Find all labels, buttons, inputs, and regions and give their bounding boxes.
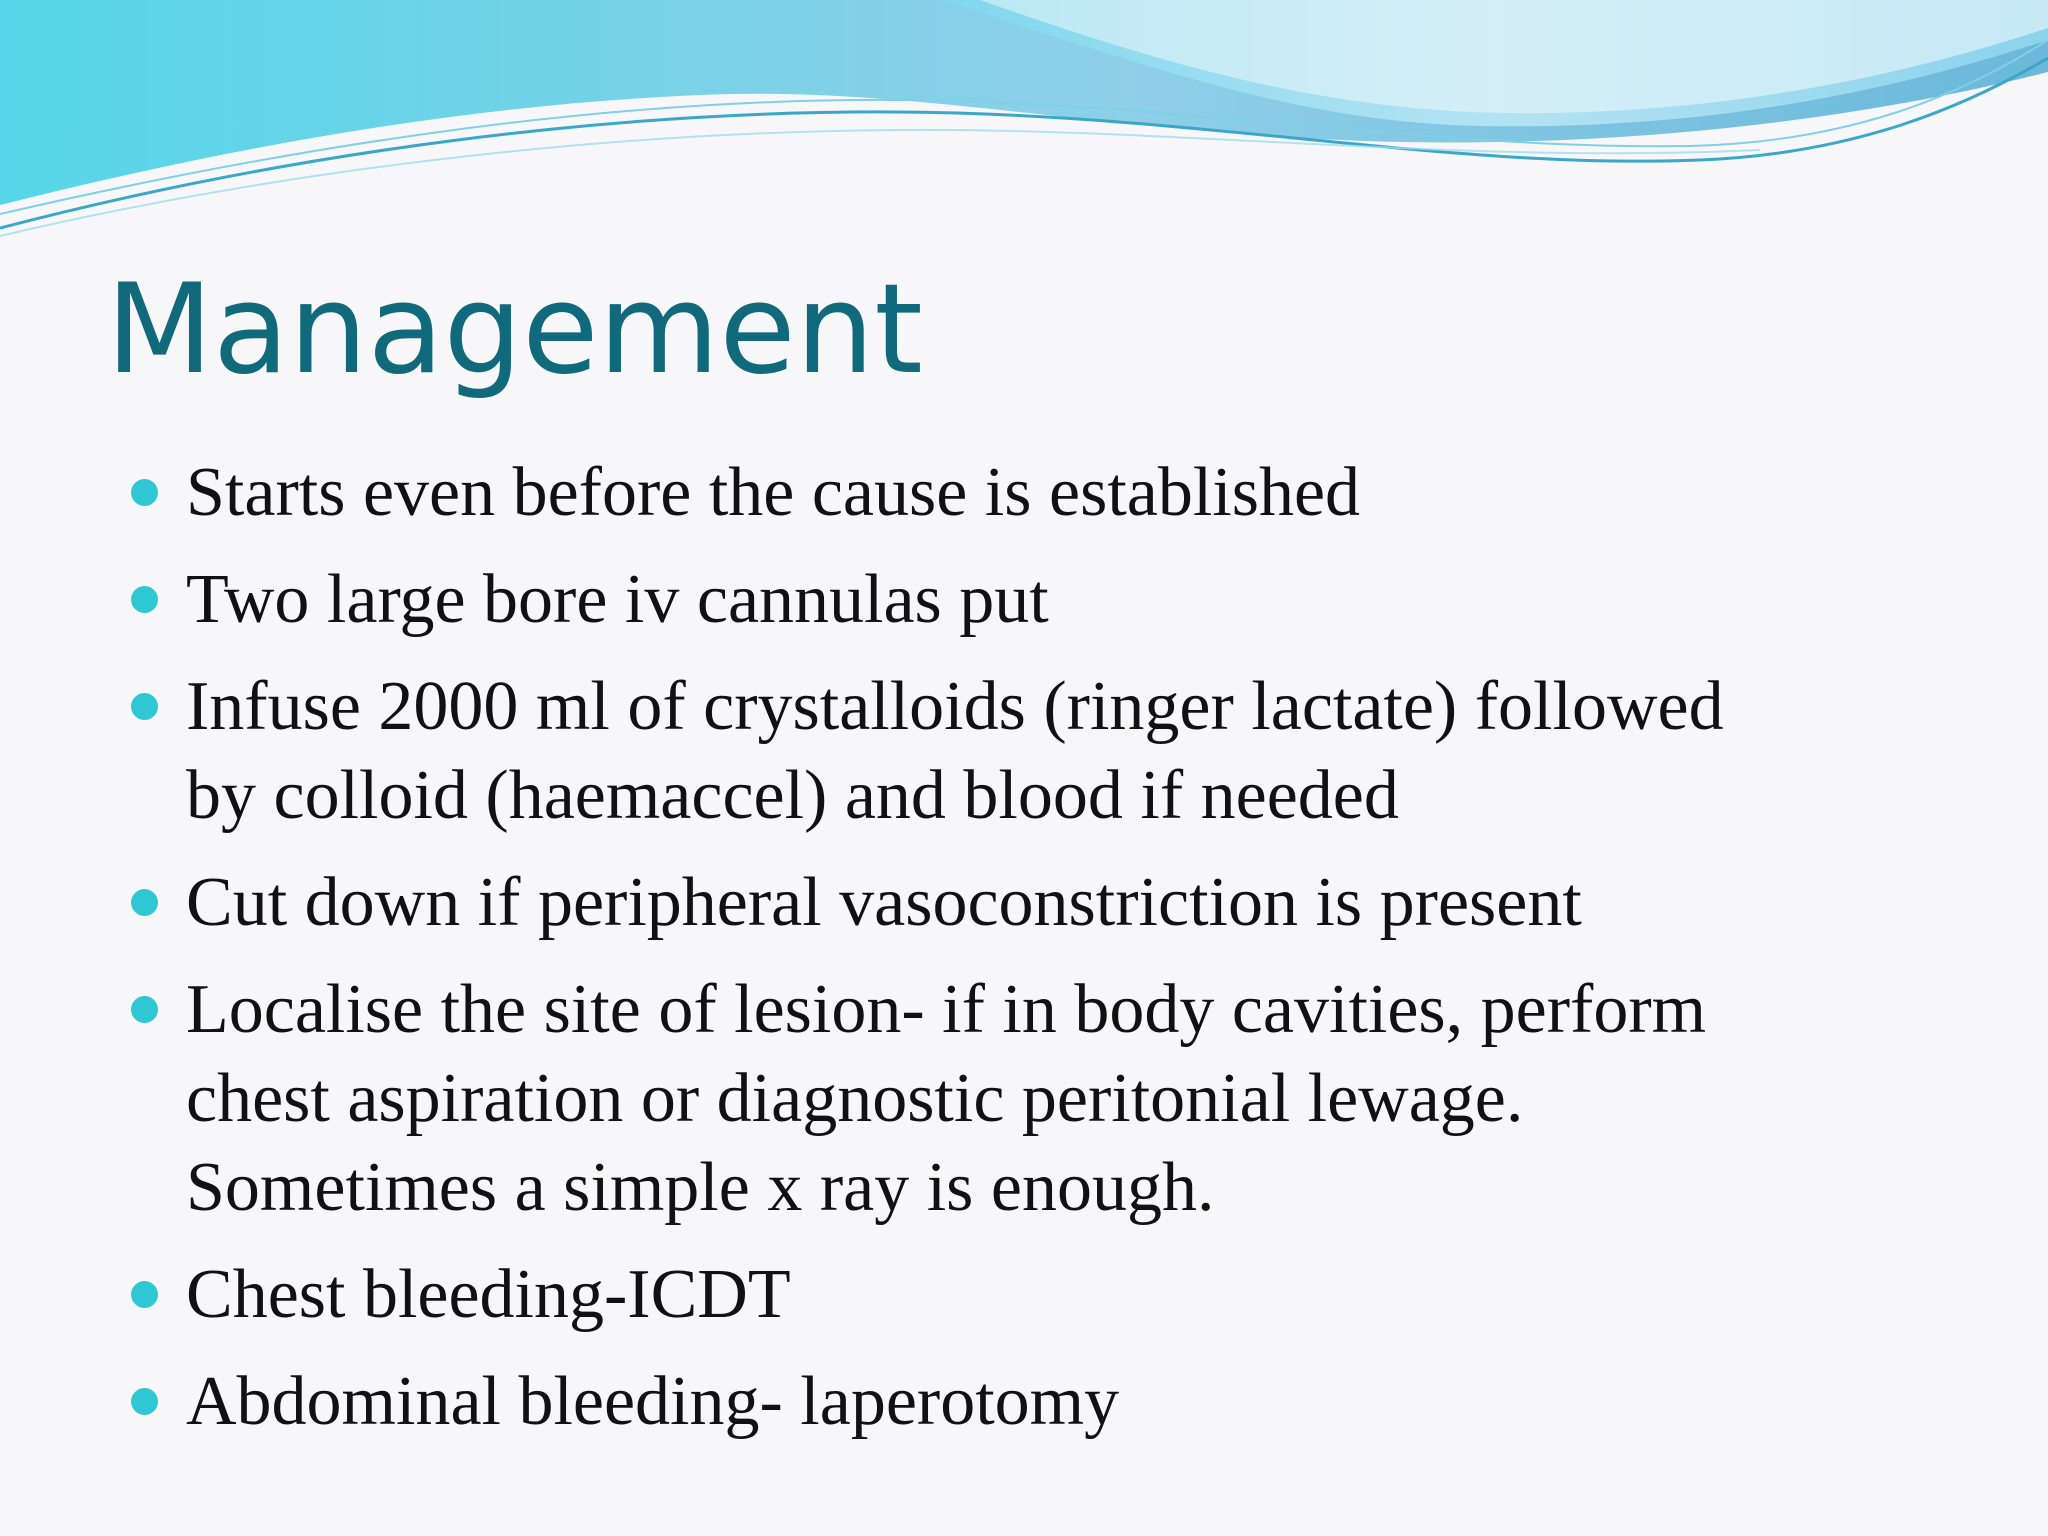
bullet-text-line: by colloid (haemaccel) and blood if needed [186,757,1399,834]
bullet-dot-icon [131,1281,158,1308]
bullet-item [186,965,1986,1232]
bullet-item [186,662,1986,840]
bullet-text-line: Infuse 2000 ml of crystalloids (ringer lactate) followed [186,668,1724,745]
slide-title: Management [106,258,923,402]
bullet-text-line: chest aspiration or diagnostic peritonial lewage. [186,1060,1524,1137]
bullet-item [186,555,1986,644]
bullet-dot-icon [131,889,158,916]
bullet-text-line: Localise the site of lesion- if in body cavities, perform [186,971,1707,1048]
bullet-list [186,448,1986,1464]
bullet-item [186,1357,1986,1446]
bullet-dot-icon [131,586,158,613]
bullet-text-line: Sometimes a simple x ray is enough. [186,1149,1215,1226]
bullet-text-line: Chest bleeding-ICDT [186,1256,791,1333]
bullet-text-line: Abdominal bleeding- laperotomy [186,1363,1120,1440]
bullet-text-line: Starts even before the cause is established [186,454,1361,531]
bullet-item [186,448,1986,537]
decorative-wave-header [0,0,2048,260]
bullet-dot-icon [131,479,158,506]
bullet-item [186,1250,1986,1339]
bullet-dot-icon [131,1388,158,1415]
bullet-dot-icon [131,693,158,720]
bullet-item [186,858,1986,947]
bullet-text-line: Cut down if peripheral vasoconstriction is present [186,864,1582,941]
bullet-text-line: Two large bore iv cannulas put [186,561,1049,638]
bullet-dot-icon [131,996,158,1023]
